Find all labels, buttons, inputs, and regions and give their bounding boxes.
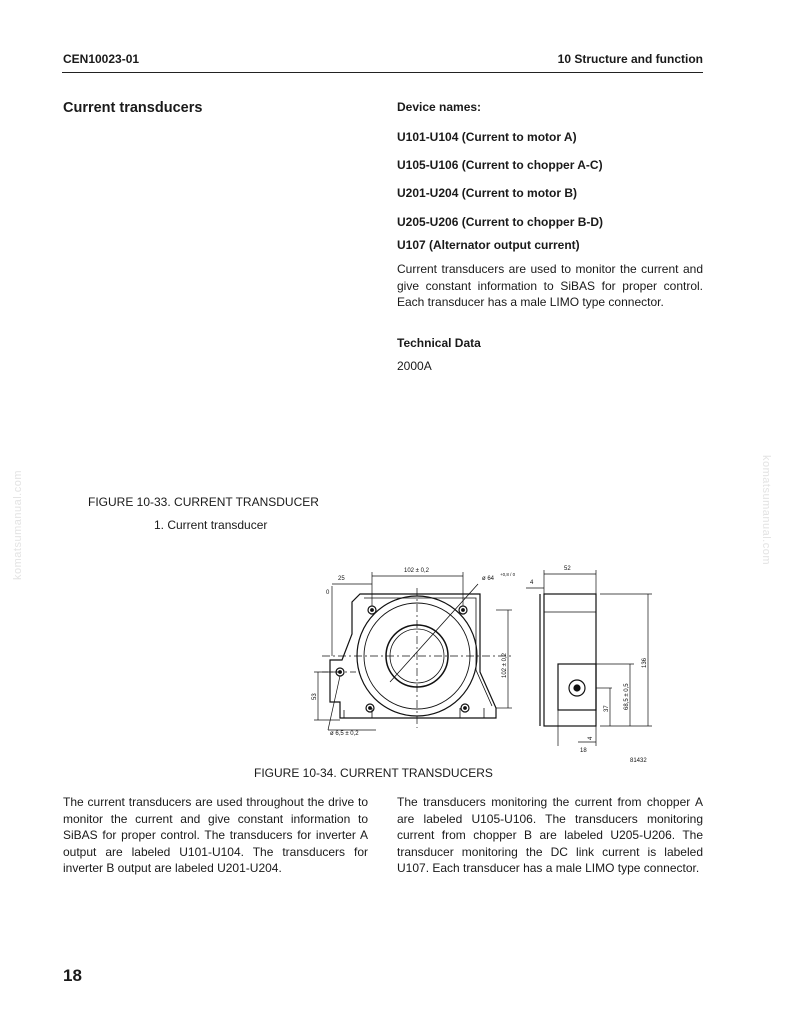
figure-legend-item: 1. Current transducer — [154, 518, 268, 532]
figure-caption: FIGURE 10-33. CURRENT TRANSDUCER — [88, 495, 319, 509]
dim-label: 52 — [564, 566, 571, 572]
technical-data-heading: Technical Data — [397, 336, 481, 350]
drawing-number: 81432 — [630, 758, 647, 764]
device-item: U101-U104 (Current to motor A) — [397, 130, 577, 144]
dim-label: 102 ± 0,2 — [404, 568, 429, 574]
device-item: U105-U106 (Current to chopper A-C) — [397, 158, 603, 172]
dim-label: 4 — [588, 736, 594, 740]
dim-label: +0,8 / 0 — [500, 572, 516, 577]
document-id: CEN10023-01 — [63, 52, 140, 66]
device-description: Current transducers are used to monitor the current and give constant information to SiBAS for proper control. Each transducer has a male LIMO type connector. — [397, 262, 703, 309]
dim-label: 0 — [326, 590, 330, 596]
watermark-right: komatsumanual.com — [760, 455, 772, 565]
dim-label: 37 — [604, 705, 610, 712]
dim-label: ø 6,5 ± 0,2 — [330, 731, 359, 737]
section-title: Current transducers — [63, 100, 203, 116]
watermark-left: komatsumanual.com — [12, 470, 24, 580]
dim-label: 25 — [338, 576, 345, 582]
page-number: 18 — [63, 966, 82, 985]
technical-data-value: 2000A — [397, 359, 432, 373]
device-item: U107 (Alternator output current) — [397, 238, 580, 252]
device-item: U205-U206 (Current to chopper B-D) — [397, 215, 604, 229]
dim-label: 53 — [312, 693, 318, 700]
dim-label: 102 ± 0,2 — [502, 653, 508, 678]
dim-label: ø 64 — [482, 576, 495, 582]
dim-label: 136 — [642, 657, 648, 668]
transducer-technical-drawing — [300, 560, 670, 768]
device-names-heading: Device names: — [397, 100, 482, 114]
dim-label: 68,5 ± 0,5 — [624, 683, 630, 710]
figure-caption: FIGURE 10-34. CURRENT TRANSDUCERS — [254, 766, 493, 780]
body-paragraph-left: The current transducers are used throughout the drive to monitor the current and give constant information to SiBAS for proper control. The transducers for inverter A output are labeled U101-U104. The transducers for inverter B output are labeled U201-U204. — [63, 795, 368, 875]
device-item: U201-U204 (Current to motor B) — [397, 186, 578, 200]
dim-label: 4 — [530, 580, 534, 586]
header-rule — [62, 72, 703, 73]
dim-label: 18 — [580, 748, 587, 754]
section-name: 10 Structure and function — [557, 52, 703, 66]
body-paragraph-right: The transducers monitoring the current from chopper A are labeled U105-U106. The transducers monitoring current from chopper B are labeled U205-U206. The transducer monitoring the DC link current is labeled U107. Each transducer has a male LIMO type connector. — [397, 795, 703, 875]
